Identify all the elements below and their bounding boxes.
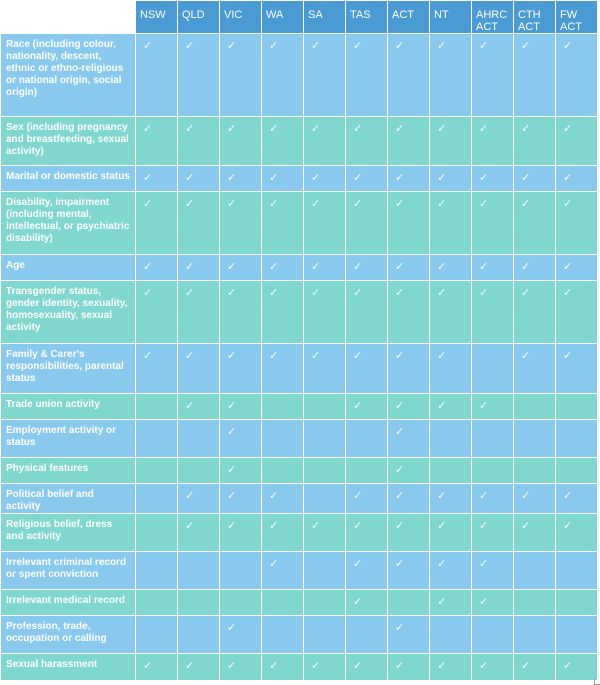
check-icon: ✓ [556, 281, 598, 344]
check-icon: ✓ [472, 34, 514, 117]
check-icon: ✓ [136, 166, 178, 192]
check-icon: ✓ [346, 344, 388, 394]
check-icon: ✓ [262, 34, 304, 117]
check-icon: ✓ [136, 654, 178, 681]
check-icon: ✓ [346, 484, 388, 514]
empty-cell [514, 394, 556, 420]
check-icon: ✓ [388, 458, 430, 484]
row-label: Age [1, 255, 136, 281]
empty-cell [178, 590, 220, 616]
row-label: Sexual harassment [1, 654, 136, 681]
empty-cell [472, 420, 514, 458]
check-icon: ✓ [136, 117, 178, 166]
check-icon: ✓ [304, 654, 346, 681]
empty-cell [514, 458, 556, 484]
row-label: Disability, impairment (including mental, intellectual, or psychiatric disability) [1, 192, 136, 255]
header-row [1, 1, 598, 34]
check-icon: ✓ [346, 514, 388, 552]
check-icon: ✓ [136, 344, 178, 394]
table-row [1, 654, 598, 681]
check-icon: ✓ [514, 654, 556, 681]
empty-cell [178, 552, 220, 590]
row-label: Employment activity or status [1, 420, 136, 458]
check-icon: ✓ [304, 281, 346, 344]
check-icon: ✓ [178, 484, 220, 514]
column-header: SA [304, 1, 346, 34]
check-icon: ✓ [262, 514, 304, 552]
check-icon: ✓ [304, 192, 346, 255]
check-icon: ✓ [346, 166, 388, 192]
check-icon: ✓ [346, 255, 388, 281]
check-icon: ✓ [514, 255, 556, 281]
check-icon: ✓ [262, 654, 304, 681]
check-icon: ✓ [388, 192, 430, 255]
empty-cell [220, 590, 262, 616]
empty-cell [178, 458, 220, 484]
check-icon: ✓ [556, 255, 598, 281]
empty-cell [136, 484, 178, 514]
check-icon: ✓ [472, 484, 514, 514]
table-row [1, 590, 598, 616]
check-icon: ✓ [472, 394, 514, 420]
table-row [1, 255, 598, 281]
empty-cell [262, 420, 304, 458]
check-icon: ✓ [430, 281, 472, 344]
table-row [1, 166, 598, 192]
row-label: Trade union activity [1, 394, 136, 420]
empty-cell [136, 420, 178, 458]
empty-cell [430, 420, 472, 458]
check-icon: ✓ [220, 166, 262, 192]
check-icon: ✓ [304, 34, 346, 117]
check-icon: ✓ [346, 654, 388, 681]
column-header: NT [430, 1, 472, 34]
check-icon: ✓ [136, 255, 178, 281]
empty-cell [136, 552, 178, 590]
check-icon: ✓ [472, 192, 514, 255]
check-icon: ✓ [220, 192, 262, 255]
check-icon: ✓ [430, 34, 472, 117]
check-icon: ✓ [556, 654, 598, 681]
check-icon: ✓ [262, 192, 304, 255]
check-icon: ✓ [346, 552, 388, 590]
table-row [1, 394, 598, 420]
empty-cell [514, 616, 556, 654]
table-row [1, 34, 598, 117]
check-icon: ✓ [430, 394, 472, 420]
column-header: CTH ACT [514, 1, 556, 34]
empty-cell [262, 590, 304, 616]
table-row [1, 420, 598, 458]
empty-cell [430, 458, 472, 484]
check-icon: ✓ [178, 654, 220, 681]
check-icon: ✓ [388, 420, 430, 458]
check-icon: ✓ [472, 255, 514, 281]
row-label: Profession, trade, occupation or calling [1, 616, 136, 654]
table-row [1, 458, 598, 484]
row-label: Religious belief, dress and activity [1, 514, 136, 552]
row-label: Physical features [1, 458, 136, 484]
column-header: WA [262, 1, 304, 34]
check-icon: ✓ [388, 616, 430, 654]
empty-cell [136, 458, 178, 484]
empty-cell [556, 616, 598, 654]
column-header: TAS [346, 1, 388, 34]
empty-cell [514, 552, 556, 590]
check-icon: ✓ [346, 34, 388, 117]
table-row [1, 484, 598, 514]
column-header: VIC [220, 1, 262, 34]
empty-cell [178, 420, 220, 458]
check-icon: ✓ [262, 344, 304, 394]
check-icon: ✓ [430, 654, 472, 681]
check-icon: ✓ [430, 552, 472, 590]
row-label: Irrelevant criminal record or spent conviction [1, 552, 136, 590]
check-icon: ✓ [220, 281, 262, 344]
check-icon: ✓ [430, 166, 472, 192]
empty-cell [178, 616, 220, 654]
check-icon: ✓ [472, 117, 514, 166]
check-icon: ✓ [220, 458, 262, 484]
check-icon: ✓ [388, 34, 430, 117]
check-icon: ✓ [178, 192, 220, 255]
check-icon: ✓ [178, 34, 220, 117]
empty-cell [514, 420, 556, 458]
check-icon: ✓ [514, 514, 556, 552]
check-icon: ✓ [472, 552, 514, 590]
check-icon: ✓ [430, 514, 472, 552]
empty-cell [304, 484, 346, 514]
row-label: Irrelevant medical record [1, 590, 136, 616]
check-icon: ✓ [220, 255, 262, 281]
check-icon: ✓ [388, 514, 430, 552]
check-icon: ✓ [304, 514, 346, 552]
column-header: ACT [388, 1, 430, 34]
empty-cell [136, 514, 178, 552]
empty-cell [430, 616, 472, 654]
check-icon: ✓ [136, 281, 178, 344]
row-label: Marital or domestic status [1, 166, 136, 192]
check-icon: ✓ [388, 255, 430, 281]
empty-cell [304, 552, 346, 590]
row-label: Race (including colour, nationality, descent, ethnic or ethno-religious or national origin, social origin) [1, 34, 136, 117]
check-icon: ✓ [430, 255, 472, 281]
check-icon: ✓ [304, 255, 346, 281]
empty-cell [556, 394, 598, 420]
check-icon: ✓ [388, 166, 430, 192]
column-header: FW ACT [556, 1, 598, 34]
check-icon: ✓ [262, 281, 304, 344]
empty-cell [262, 394, 304, 420]
check-icon: ✓ [556, 117, 598, 166]
check-icon: ✓ [556, 514, 598, 552]
check-icon: ✓ [346, 117, 388, 166]
check-icon: ✓ [220, 117, 262, 166]
table-row [1, 344, 598, 394]
check-icon: ✓ [514, 117, 556, 166]
empty-cell [472, 616, 514, 654]
check-icon: ✓ [472, 654, 514, 681]
corner-cell [1, 1, 136, 34]
empty-cell [556, 590, 598, 616]
empty-cell [346, 420, 388, 458]
check-icon: ✓ [388, 344, 430, 394]
empty-cell [262, 616, 304, 654]
empty-cell [304, 616, 346, 654]
row-label: Family & Carer's responsibilities, parental status [1, 344, 136, 394]
check-icon: ✓ [388, 394, 430, 420]
check-icon: ✓ [220, 34, 262, 117]
check-icon: ✓ [262, 552, 304, 590]
check-icon: ✓ [178, 117, 220, 166]
check-icon: ✓ [430, 590, 472, 616]
row-label: Sex (including pregnancy and breastfeeding, sexual activity) [1, 117, 136, 166]
check-icon: ✓ [472, 590, 514, 616]
check-icon: ✓ [304, 344, 346, 394]
check-icon: ✓ [514, 484, 556, 514]
check-icon: ✓ [178, 394, 220, 420]
column-header: QLD [178, 1, 220, 34]
check-icon: ✓ [346, 394, 388, 420]
check-icon: ✓ [556, 192, 598, 255]
check-icon: ✓ [178, 166, 220, 192]
empty-cell [262, 458, 304, 484]
check-icon: ✓ [220, 654, 262, 681]
check-icon: ✓ [388, 552, 430, 590]
check-icon: ✓ [430, 117, 472, 166]
check-icon: ✓ [472, 166, 514, 192]
check-icon: ✓ [472, 514, 514, 552]
empty-cell [388, 590, 430, 616]
empty-cell [346, 458, 388, 484]
check-icon: ✓ [514, 192, 556, 255]
check-icon: ✓ [388, 654, 430, 681]
check-icon: ✓ [514, 34, 556, 117]
check-icon: ✓ [136, 192, 178, 255]
check-icon: ✓ [430, 484, 472, 514]
check-icon: ✓ [556, 166, 598, 192]
check-icon: ✓ [514, 166, 556, 192]
check-icon: ✓ [556, 484, 598, 514]
check-icon: ✓ [514, 344, 556, 394]
check-icon: ✓ [178, 255, 220, 281]
check-icon: ✓ [178, 344, 220, 394]
table-row [1, 192, 598, 255]
check-icon: ✓ [220, 484, 262, 514]
table-row [1, 552, 598, 590]
check-icon: ✓ [556, 34, 598, 117]
column-header: NSW [136, 1, 178, 34]
resize-corner-mark [594, 679, 600, 685]
check-icon: ✓ [220, 514, 262, 552]
empty-cell [136, 616, 178, 654]
empty-cell [556, 420, 598, 458]
empty-cell [346, 616, 388, 654]
check-icon: ✓ [430, 192, 472, 255]
check-icon: ✓ [556, 344, 598, 394]
empty-cell [220, 552, 262, 590]
empty-cell [472, 344, 514, 394]
empty-cell [304, 420, 346, 458]
check-icon: ✓ [514, 281, 556, 344]
check-icon: ✓ [262, 255, 304, 281]
check-icon: ✓ [220, 420, 262, 458]
check-icon: ✓ [388, 281, 430, 344]
check-icon: ✓ [262, 484, 304, 514]
check-icon: ✓ [346, 281, 388, 344]
row-label: Transgender status, gender identity, sexuality, homosexuality, sexual activity [1, 281, 136, 344]
check-icon: ✓ [304, 117, 346, 166]
check-icon: ✓ [136, 34, 178, 117]
empty-cell [304, 458, 346, 484]
row-label: Political belief and activity [1, 484, 136, 514]
check-icon: ✓ [262, 166, 304, 192]
check-icon: ✓ [346, 192, 388, 255]
check-icon: ✓ [178, 281, 220, 344]
table-row [1, 117, 598, 166]
check-icon: ✓ [388, 484, 430, 514]
check-icon: ✓ [178, 514, 220, 552]
check-icon: ✓ [220, 616, 262, 654]
table-body [1, 34, 598, 681]
table-row [1, 281, 598, 344]
check-icon: ✓ [472, 281, 514, 344]
empty-cell [304, 590, 346, 616]
check-icon: ✓ [262, 117, 304, 166]
check-icon: ✓ [304, 166, 346, 192]
empty-cell [472, 458, 514, 484]
empty-cell [556, 552, 598, 590]
check-icon: ✓ [346, 590, 388, 616]
empty-cell [136, 394, 178, 420]
check-icon: ✓ [220, 344, 262, 394]
column-header: AHRC ACT [472, 1, 514, 34]
check-icon: ✓ [220, 394, 262, 420]
empty-cell [304, 394, 346, 420]
check-icon: ✓ [430, 344, 472, 394]
empty-cell [556, 458, 598, 484]
table-row [1, 514, 598, 552]
table-row [1, 616, 598, 654]
empty-cell [136, 590, 178, 616]
empty-cell [514, 590, 556, 616]
check-icon: ✓ [388, 117, 430, 166]
